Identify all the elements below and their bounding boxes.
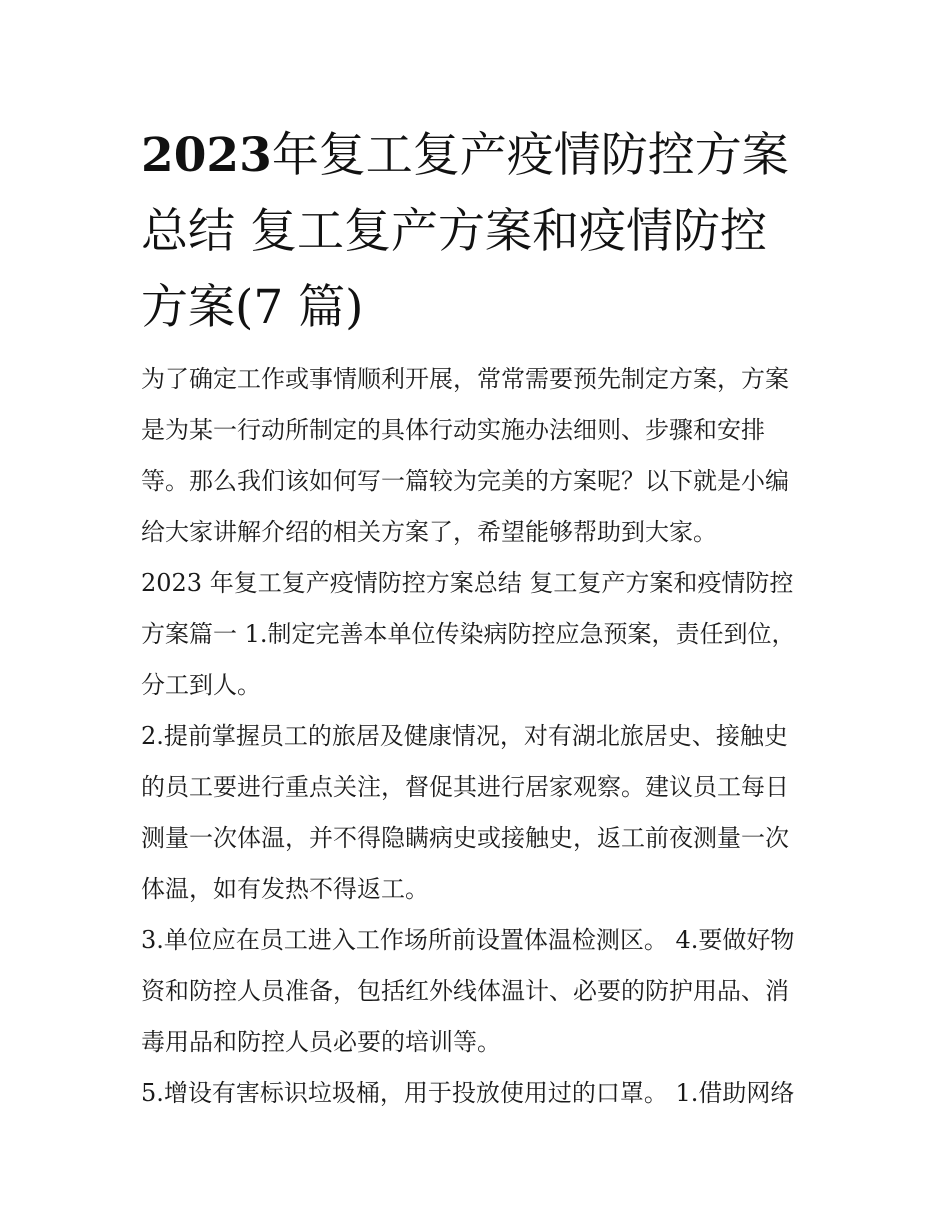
body-line: 2.提前掌握员工的旅居及健康情况，对有湖北旅居史、接触史	[141, 722, 788, 750]
title-year: 2023	[141, 128, 272, 183]
body-line: 体温，如有发热不得返工。	[141, 875, 429, 903]
body-line: 5.增设有害标识垃圾桶，用于投放使用过的口罩。 1.借助网络	[141, 1079, 795, 1107]
document-body	[141, 354, 821, 1119]
body-line: 给大家讲解介绍的相关方案了，希望能够帮助到大家。	[141, 518, 717, 546]
body-line: 资和防控人员准备，包括红外线体温计、必要的防护用品、消	[141, 977, 789, 1005]
title-text: 总结 复工复产方案和疫情防控	[141, 204, 767, 259]
title-line	[141, 270, 821, 346]
body-line: 测量一次体温，并不得隐瞒病史或接触史，返工前夜测量一次	[141, 824, 789, 852]
body-line: 方案篇一 1.制定完善本单位传染病防控应急预案，责任到位，	[141, 620, 796, 648]
body-line: 为了确定工作或事情顺利开展，常常需要预先制定方案，方案	[141, 365, 789, 393]
body-line: 的员工要进行重点关注，督促其进行居家观察。建议员工每日	[141, 773, 789, 801]
body-line: 分工到人。	[141, 671, 261, 699]
body-line: 毒用品和防控人员必要的培训等。	[141, 1028, 501, 1056]
document-title	[141, 118, 821, 346]
title-text: 方案(7 篇)	[141, 280, 364, 335]
title-line	[141, 194, 821, 270]
title-line	[141, 118, 821, 194]
body-line: 3.单位应在员工进入工作场所前设置体温检测区。 4.要做好物	[141, 926, 795, 954]
body-line: 是为某一行动所制定的具体行动实施办法细则、步骤和安排	[141, 416, 765, 444]
title-text: 年复工复产疫情防控方案	[271, 128, 789, 183]
body-line: 2023 年复工复产疫情防控方案总结 复工复产方案和疫情防控	[141, 569, 794, 597]
body-line: 等。那么我们该如何写一篇较为完美的方案呢？以下就是小编	[141, 467, 789, 495]
